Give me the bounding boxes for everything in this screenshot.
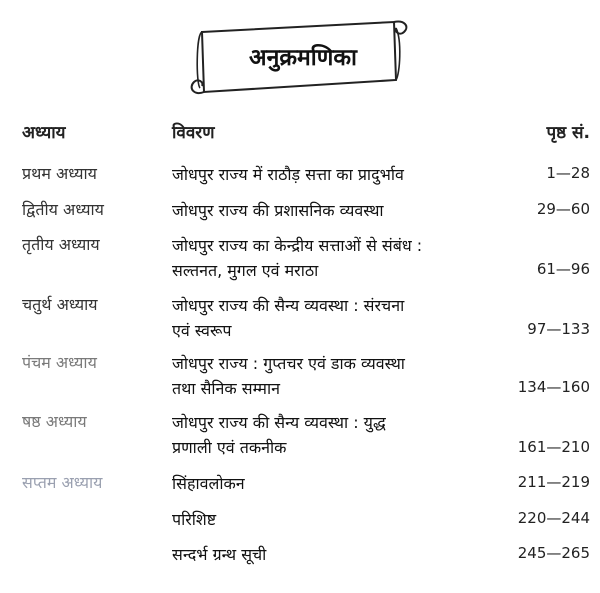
page-range: 1—28 [546,164,590,182]
page-title: अनुक्रमणिका [249,45,357,71]
page-range: 245—265 [517,544,590,562]
chapter-description [172,351,405,401]
description-line: प्रणाली एवं तकनीक [172,438,287,457]
chapter-description [172,293,404,343]
chapter-label: षष्ठ अध्याय [22,412,87,431]
chapter-description [172,410,386,460]
chapter-label: प्रथम अध्याय [22,164,97,183]
page-range: 97—133 [527,320,590,338]
description-column-header: विवरण [172,123,215,143]
page-range: 220—244 [517,509,590,527]
page-range: 134—160 [517,378,590,396]
page-range: 211—219 [517,473,590,491]
description-line: जोधपुर राज्य की सैन्य व्यवस्था : संरचना [172,296,405,315]
description-line: सिंहावलोकन [172,474,245,493]
description-line: जोधपुर राज्य का केन्द्रीय सत्ताओं से संबंध : [172,236,423,255]
page-column-header: पृष्ठ सं. [546,123,590,143]
description-line: एवं स्वरूप [172,321,232,340]
description-line: तथा सैनिक सम्मान [172,379,280,398]
page-range: 29—60 [536,200,590,218]
description-line: जोधपुर राज्य : गुप्तचर एवं डाक व्यवस्था [172,354,405,373]
description-line: जोधपुर राज्य की सैन्य व्यवस्था : युद्ध [172,413,386,432]
chapter-description [172,198,384,223]
page-range: 161—210 [517,438,590,456]
title-scroll-banner [190,18,416,100]
page-range: 61—96 [536,260,590,278]
chapter-label: तृतीय अध्याय [22,235,100,254]
chapter-description [172,162,404,187]
chapter-description [172,471,245,496]
description-line: परिशिष्ट [172,510,217,529]
chapter-label: चतुर्थ अध्याय [22,295,98,314]
description-line: जोधपुर राज्य में राठौड़ सत्ता का प्रादुर्भाव [172,165,404,184]
chapter-label: द्वितीय अध्याय [22,200,104,219]
chapter-description [172,542,266,567]
description-line: सन्दर्भ ग्रन्थ सूची [172,545,267,564]
chapter-label: सप्तम अध्याय [22,473,103,492]
chapter-description [172,507,216,532]
chapter-column-header: अध्याय [22,123,66,143]
chapter-description [172,233,422,283]
chapter-label: पंचम अध्याय [22,353,97,372]
description-line: जोधपुर राज्य की प्रशासनिक व्यवस्था [172,201,384,220]
description-line: सल्तनत, मुगल एवं मराठा [172,261,319,280]
